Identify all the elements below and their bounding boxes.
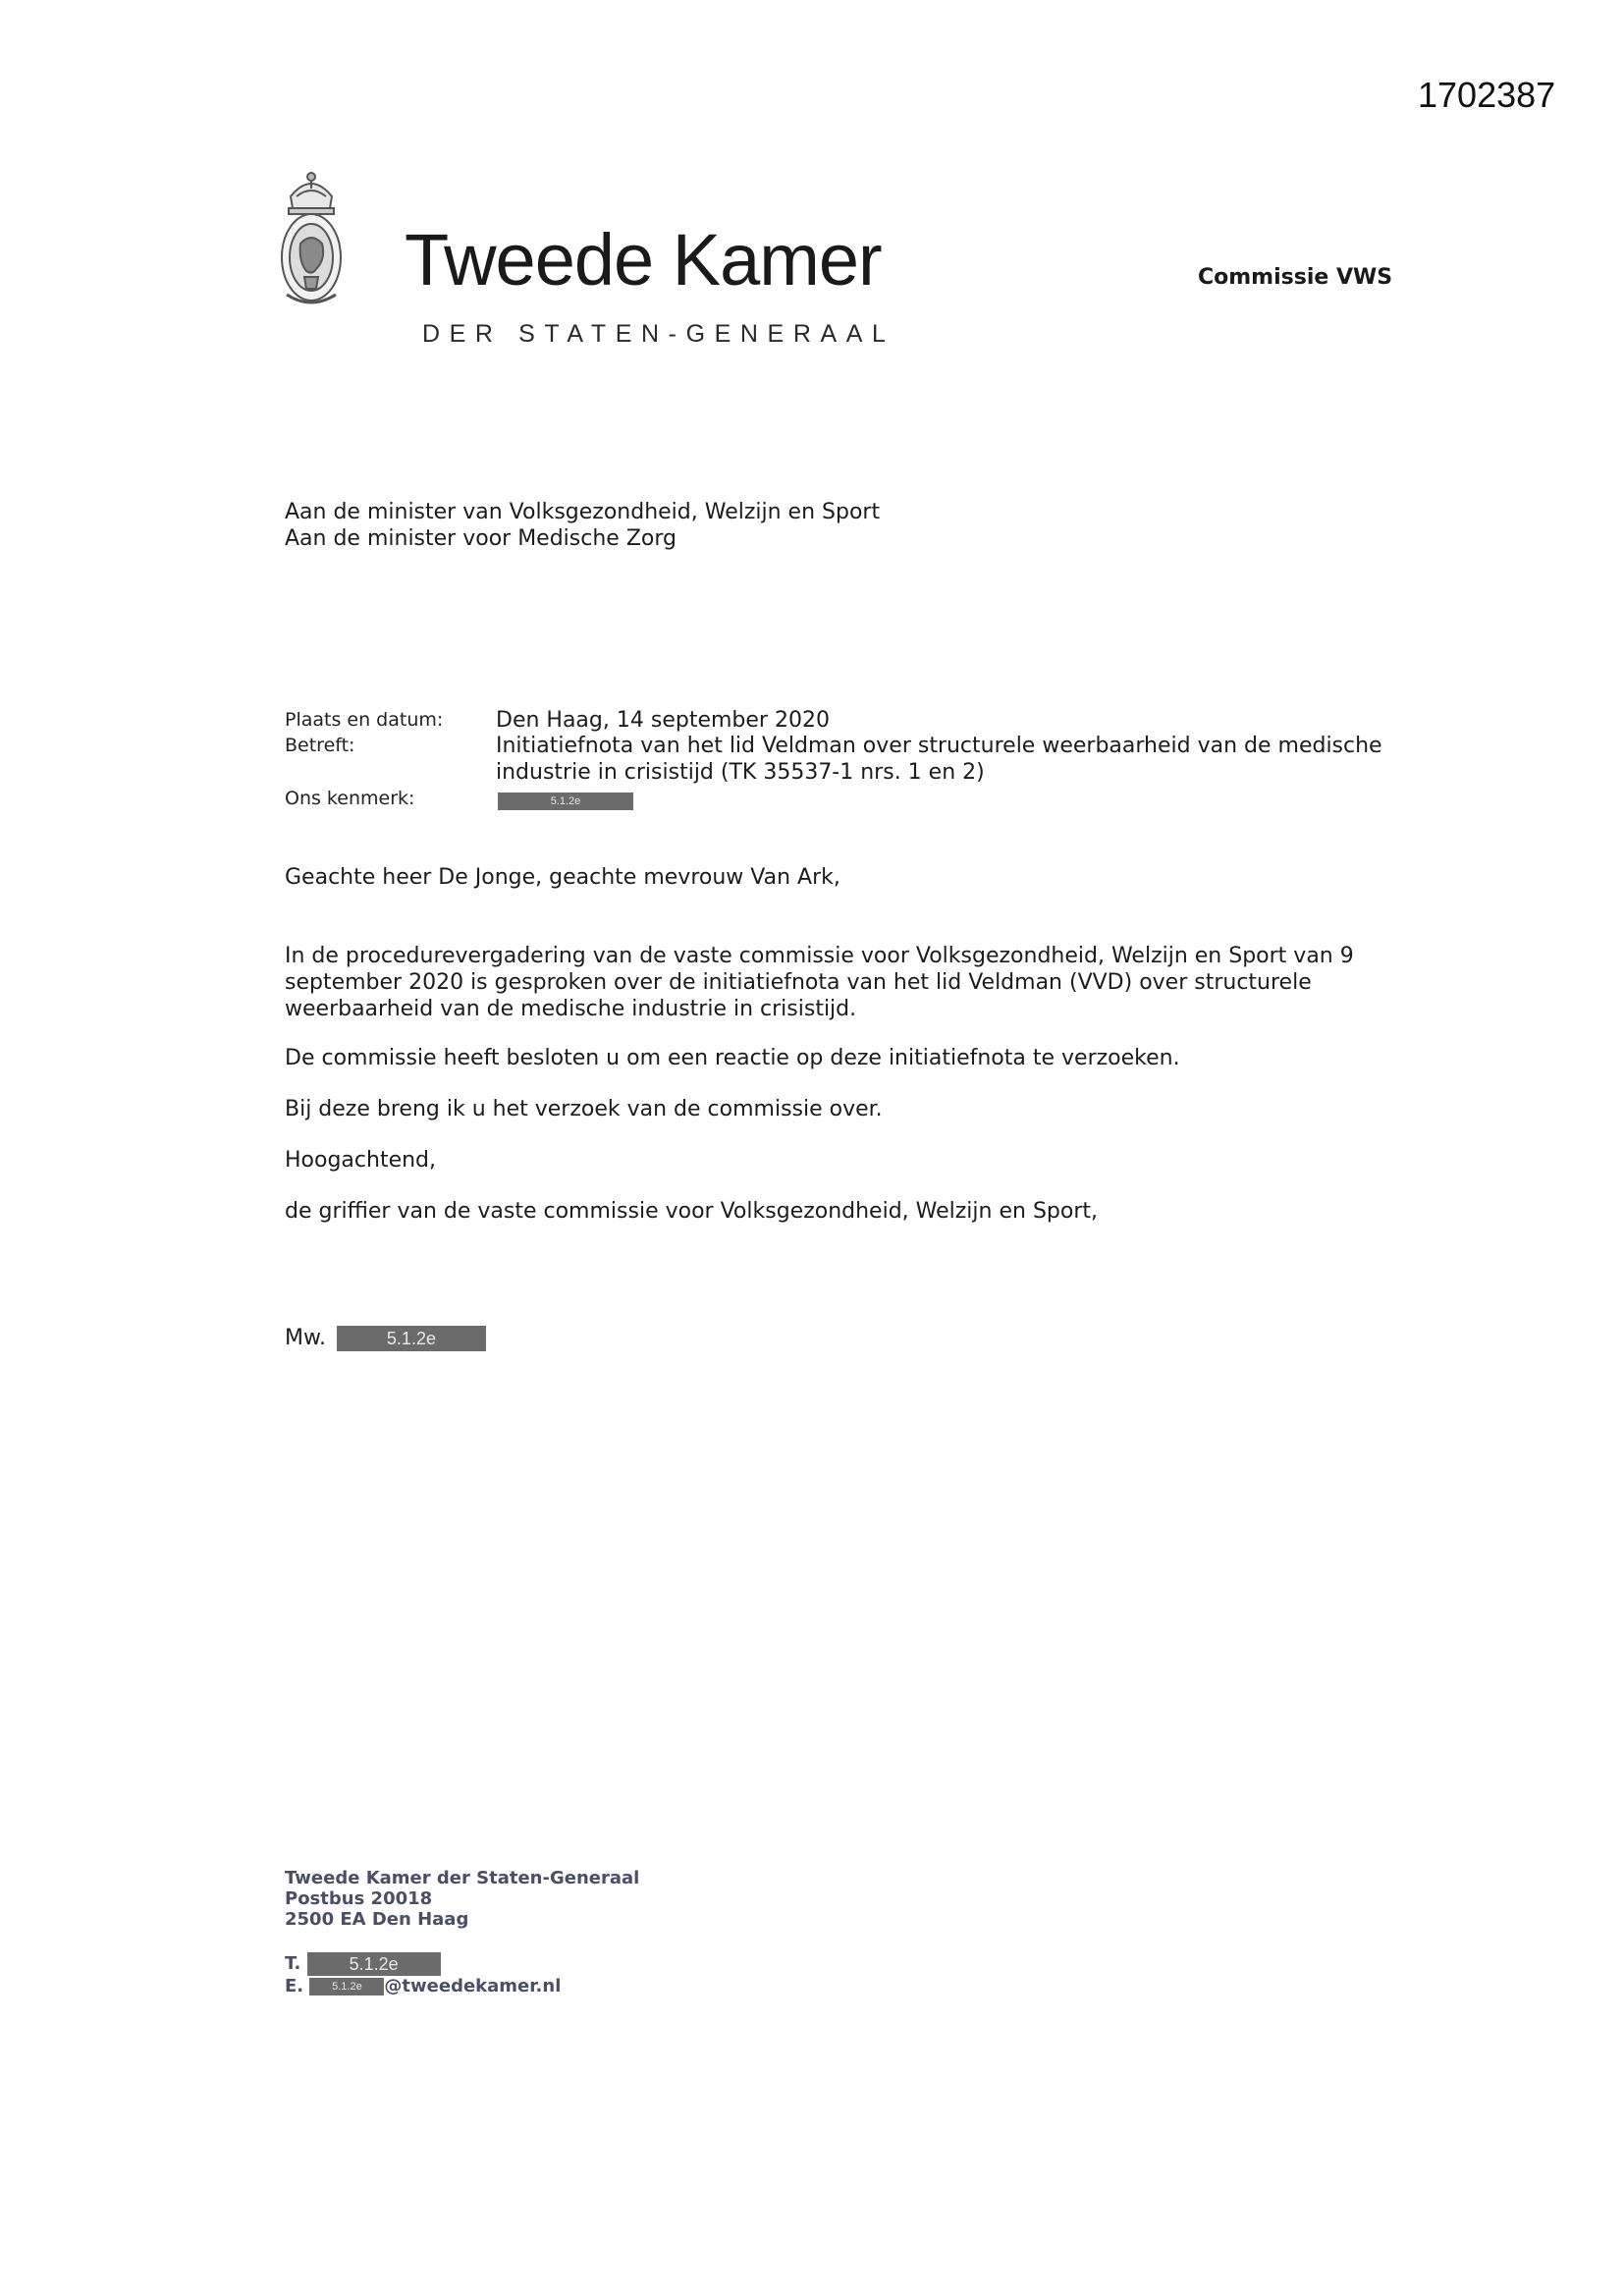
redaction-box: 5.1.2e	[309, 1978, 384, 1995]
letterhead-subtitle: DER STATEN-GENERAAL	[422, 320, 895, 348]
redaction-box: 5.1.2e	[337, 1326, 486, 1351]
signatory: de griffier van de vaste commissie voor Volksgezondheid, Welzijn en Sport,	[285, 1199, 1098, 1224]
document-number: 1702387	[1418, 75, 1556, 115]
crest-logo-icon	[277, 167, 346, 316]
email-domain: @tweedekamer.nl	[384, 1976, 562, 1996]
recipient-line: Aan de minister voor Medische Zorg	[285, 526, 677, 551]
recipient-block	[285, 499, 880, 552]
place-date-value: Den Haag, 14 september 2020	[496, 708, 830, 733]
committee-name: Commissie VWS	[1198, 265, 1393, 290]
footer-postbus: Postbus 20018	[285, 1888, 433, 1909]
signature-line	[285, 1326, 486, 1351]
subject-label: Betreft:	[285, 735, 355, 756]
closing: Hoogachtend,	[285, 1148, 437, 1173]
subject-line: Initiatiefnota van het lid Veldman over structurele weerbaarheid van de medische	[496, 734, 1382, 758]
phone-label: T.	[285, 1953, 301, 1974]
email-label: E.	[285, 1976, 304, 1996]
footer-org: Tweede Kamer der Staten-Generaal	[285, 1868, 640, 1888]
subject-line: industrie in crisistijd (TK 35537-1 nrs. 1 en 2)	[496, 760, 985, 785]
redaction-box: 5.1.2e	[498, 793, 633, 810]
redaction-box: 5.1.2e	[307, 1952, 441, 1976]
footer-phone	[285, 1952, 441, 1976]
paragraph-decision: De commissie heeft besloten u om een reactie op deze initiatiefnota te verzoeken.	[285, 1046, 1180, 1070]
footer-address	[285, 1868, 639, 1930]
recipient-line: Aan de minister van Volksgezondheid, Welzijn en Sport	[285, 500, 881, 524]
signature-prefix: Mw.	[285, 1326, 326, 1350]
paragraph-line: In de procedurevergadering van de vaste commissie voor Volksgezondheid, Welzijn en Sport van 9	[285, 944, 1354, 968]
paragraph-line: september 2020 is gesproken over de initiatiefnota van het lid Veldman (VVD) over structurele	[285, 970, 1312, 995]
salutation: Geachte heer De Jonge, geachte mevrouw Van Ark,	[285, 865, 840, 890]
footer-postcode: 2500 EA Den Haag	[285, 1909, 469, 1930]
paragraph-request: Bij deze breng ik u het verzoek van de commissie over.	[285, 1097, 883, 1121]
letterhead-name: Tweede Kamer	[405, 219, 882, 301]
footer-email	[285, 1976, 561, 1996]
paragraph-line: weerbaarheid van de medische industrie in crisistijd.	[285, 997, 857, 1021]
reference-label: Ons kenmerk:	[285, 788, 415, 809]
reference-redaction	[498, 790, 633, 810]
paragraph-intro	[285, 943, 1375, 1022]
subject-value	[496, 733, 1399, 786]
place-date-label: Plaats en datum:	[285, 709, 444, 731]
